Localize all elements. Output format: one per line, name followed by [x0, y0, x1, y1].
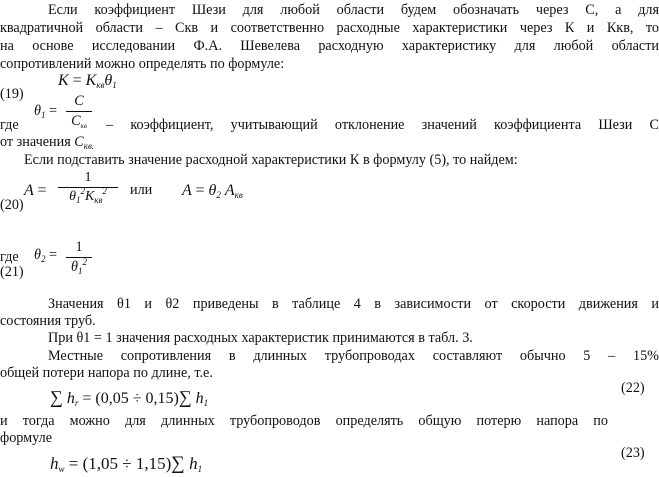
paragraph3-line2: состояния труб.: [0, 313, 96, 329]
eq23-formula: hw = (1,05 ÷ 1,15)∑ h1: [50, 453, 203, 474]
paragraph2: Если подставить значение расходной характеристики К в формулу (5), то найдем:: [24, 152, 518, 168]
theta-def-line2: от значения $С_{кв.}$: [0, 134, 95, 151]
eq22-number: (22): [621, 380, 645, 396]
paragraph1-line4: сопротивлений можно определять по формуле:: [0, 56, 285, 72]
eq22-formula: ∑ hr = (0,05 ÷ 0,15)∑ h1: [50, 387, 209, 408]
paragraph1-line2: квадратичной области – Скв и соответственно расходные характеристики через К и Ккв, то: [0, 20, 659, 36]
eq20-fraction: 1 $\theta_1^2К_{кв}^2$: [58, 170, 118, 205]
theta1-symbol: $\theta_1$ =: [34, 103, 58, 120]
eq19-number: (19): [0, 86, 24, 102]
paragraph6-line1: и тогда можно для длинных трубопроводов определять общую потерю напора по: [0, 413, 608, 429]
eq21-lhs: $\theta_2$ =: [34, 247, 58, 264]
eq20-or: или: [130, 182, 153, 198]
theta-def-text: – коэффициент, учитывающий отклонение значений коэффициента Шези С: [106, 117, 659, 133]
eq20-lhs: A =: [24, 182, 47, 199]
paragraph1-line1: Если коэффициент Шези для любой области будем обозначать через С, а для: [48, 2, 659, 18]
eq20-number: (20): [0, 197, 24, 213]
eq20-rhs: A = θ2 Aкв: [182, 182, 243, 200]
paragraph6-line2: формуле: [0, 430, 52, 446]
theta-def-where: где: [0, 117, 19, 133]
paragraph3-line1: Значения θ1 и θ2 приведены в таблице 4 в зависимости от скорости движения и: [48, 296, 659, 312]
eq23-number: (23): [621, 445, 645, 461]
paragraph5-line1: Местные сопротивления в длинных трубопроводах составляют обычно 5 – 15%: [48, 348, 659, 364]
paragraph5-line2: общей потери напора по длине, т.е.: [0, 365, 213, 381]
paragraph4: При θ1 = 1 значения расходных характеристик принимаются в табл. 3.: [48, 330, 473, 346]
eq21-where: где: [0, 249, 19, 265]
paragraph1-line3: на основе исследовании Ф.А. Шевелева расходную характеристику для любой области: [0, 38, 659, 54]
eq21-fraction: 1 $\theta_1^2$: [66, 239, 92, 276]
eq21-number: (21): [0, 264, 24, 280]
eq19-formula: К = Кквθ1: [58, 72, 117, 90]
theta1-fraction: С $С_{кв}$: [66, 93, 92, 130]
